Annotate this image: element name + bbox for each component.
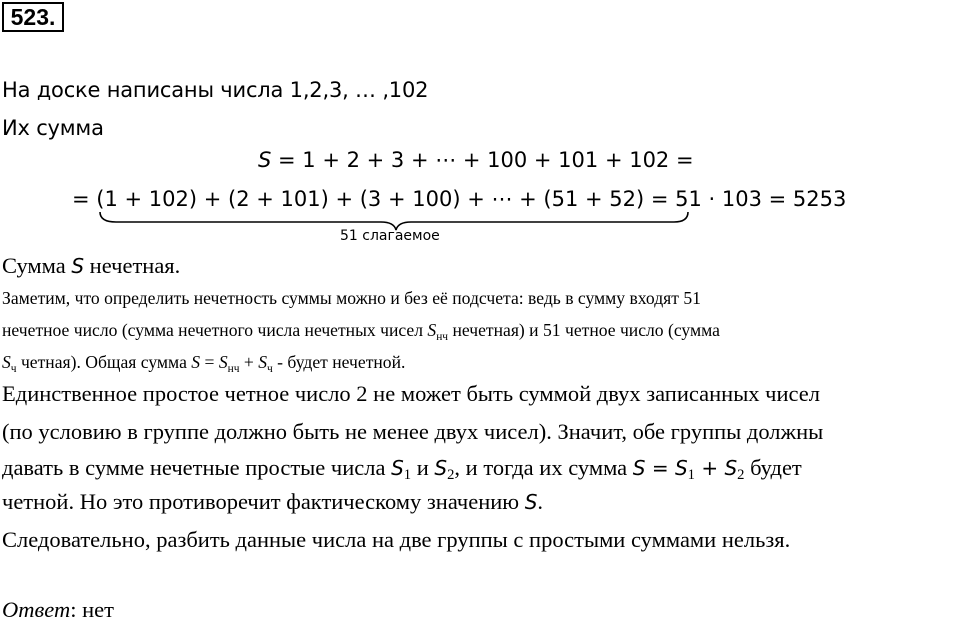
note-l3-eq-s2: S (218, 352, 228, 372)
para-l4-text-b: . (537, 489, 544, 514)
para-line-4 (2, 489, 543, 515)
para-l3-s1: S (391, 456, 404, 480)
para-l3-sub2: 2 (447, 467, 455, 483)
intro-line: На доске написаны числа 1,2,3, … ,102 (2, 78, 429, 102)
para-line-3 (2, 455, 802, 481)
note-line-3 (2, 352, 405, 373)
note-l3-text-a: четная). Общая сумма (16, 352, 192, 372)
note-l3-eq-plus: + (239, 352, 259, 372)
para-l4-symbol: S (524, 490, 538, 514)
para-l3-mid: и (411, 455, 435, 480)
note-l3-symbol: S (2, 352, 11, 372)
equation-line-2 (72, 187, 846, 211)
para-l3-eq-plus: + S (694, 456, 738, 480)
sum-symbol: S (258, 148, 272, 172)
para-l3-sub1: 1 (403, 467, 412, 483)
note-line-1: Заметим, что определить нечетность суммы можно и без её подсчета: ведь в сумму входят 51 (2, 288, 701, 308)
problem-number: 523. (2, 2, 64, 32)
para-l3-text-c: будет (744, 455, 802, 480)
answer-value: нет (82, 597, 114, 622)
sum-odd-text-b: нечетная. (84, 253, 181, 278)
brace-label: 51 слагаемое (340, 228, 440, 244)
para-l3-text-b: , и тогда их сумма (454, 455, 633, 480)
eq2-group: (1 + 102) + (2 + 101) + (3 + 100) + ⋯ + (51 + 52) (96, 187, 645, 211)
para-l4-text-a: четной. Но это противоречит фактическому значению (2, 489, 525, 514)
para-l3-eq-sub2: 2 (737, 467, 745, 483)
para-l3-text-a: давать в сумме нечетные простые числа (2, 455, 392, 480)
answer-label: Ответ (2, 597, 71, 622)
answer-colon: : (70, 597, 83, 622)
note-l3-eq-sub2: нч (227, 363, 240, 375)
para-l3-s2: S (434, 456, 448, 480)
note-l3-text-b: - будет нечетной. (272, 352, 406, 372)
sum-heading: Их сумма (2, 116, 104, 140)
para-line-2: (по условию в группе должно быть не менее двух чисел). Значит, обе группы должны (2, 419, 824, 444)
para-l3-eq-sub1: 1 (687, 467, 695, 483)
note-line-2 (2, 320, 720, 341)
note-l2-symbol: S (427, 320, 437, 340)
note-l3-eq-s: S (191, 352, 201, 372)
para-l3-eq: S = S (632, 456, 688, 480)
equation-line-1 (258, 148, 694, 172)
note-l2-text-a: нечетное число (сумма нечетного числа нечетных чисел (2, 320, 428, 340)
para-line-1: Единственное простое четное число 2 не может быть суммой двух записанных чисел (2, 381, 821, 406)
note-l2-sub: нч (436, 331, 449, 343)
equation-1-rest: = 1 + 2 + 3 + ⋯ + 100 + 101 + 102 = (271, 148, 694, 172)
sum-odd-text-a: Сумма (2, 253, 72, 278)
note-l3-eq-sub3: ч (267, 363, 273, 375)
sum-odd-symbol: S (71, 254, 85, 278)
answer-line (2, 597, 114, 623)
sum-odd-line (2, 253, 180, 279)
conclusion-line: Следовательно, разбить данные числа на две группы с простыми суммами нельзя. (2, 527, 791, 552)
note-l3-eq-mid: = (200, 352, 219, 372)
eq2-prefix: = (72, 187, 90, 211)
note-l3-sub: ч (10, 363, 17, 375)
eq2-suffix: = 51 · 103 = 5253 (650, 187, 847, 211)
note-l2-text-b: нечетная) и 51 четное число (сумма (448, 320, 720, 340)
note-l3-eq-s3: S (258, 352, 268, 372)
